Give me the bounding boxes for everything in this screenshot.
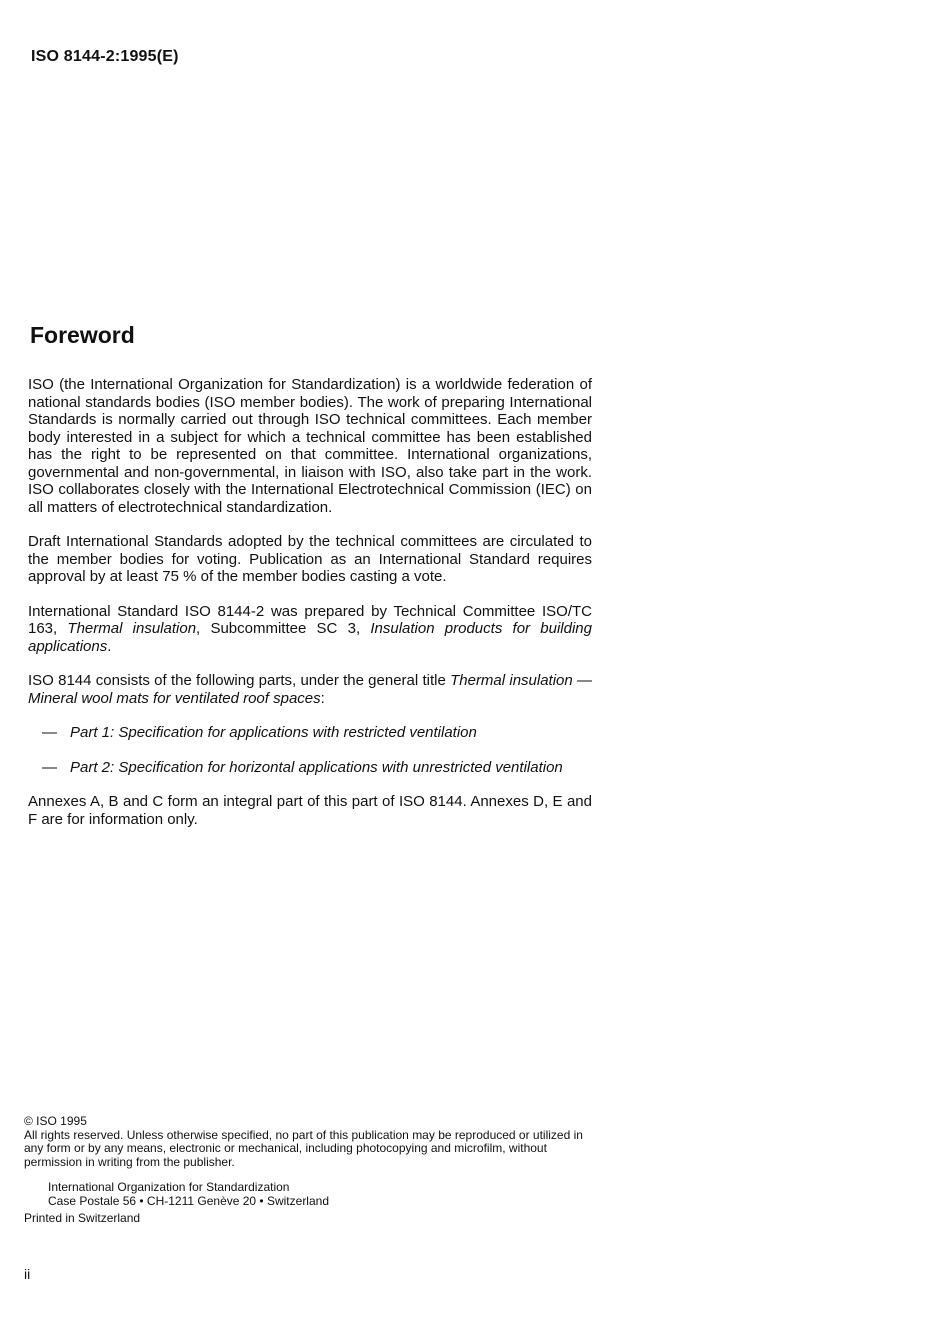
paragraph-draft-standards: Draft International Standards adopted by the technical committees are circulated to the member bodies for voting. Publication as an International Standard requires approval by at least 75 % of the member bodies casting a vote.: [28, 533, 592, 585]
page-number: ii: [24, 1266, 31, 1282]
paragraph-prepared-by: [28, 603, 592, 656]
subcommittee-title: Insulation products for building applications: [28, 620, 592, 655]
printed-in: Printed in Switzerland: [24, 1210, 141, 1225]
paragraph-iso-intro: ISO (the International Organization for Standardization) is a worldwide federation of national standards bodies (ISO member bodies). The work of preparing International Standards is normally carried out through ISO technical committees. Each member body interested in a subject for which a technical committee has been established has the right to be represented on that committee. International organizations, governmental and non-governmental, in liaison with ISO, also take part in the work. ISO collaborates closely with the International Electrotechnical Commission (IEC) on all matters of electrotechnical standardization.: [28, 376, 592, 516]
dash-marker: —: [42, 724, 57, 741]
text-segment: ISO 8144 consists of the following parts, under the general title: [28, 672, 451, 689]
page-title: Foreword: [30, 322, 135, 348]
list-item-part-2: [28, 759, 592, 777]
committee-title: Thermal insulation: [67, 620, 197, 637]
copyright-line: © ISO 1995: [24, 1114, 87, 1128]
document-id: ISO 8144-2:1995(E): [31, 48, 179, 65]
list-item-part-1: [28, 724, 592, 742]
part-2-label: Part 2: Specification for horizontal applications with unrestricted ventilation: [70, 758, 563, 776]
copyright-block: [24, 1115, 594, 1225]
paragraph-annexes: Annexes A, B and C form an integral part of this part of ISO 8144. Annexes D, E and F are for information only.: [28, 793, 592, 828]
text-segment: , Subcommittee SC 3,: [196, 620, 371, 637]
foreword-body: [28, 376, 592, 845]
paragraph-parts-intro: [28, 672, 592, 707]
dash-marker: —: [42, 758, 57, 776]
text-segment: International Standard ISO 8144-2 was prepared by Technical Committee ISO/TC 163,: [28, 602, 592, 637]
part-1-label: Part 1: Specification for applications with restricted ventilation: [70, 724, 477, 741]
text-segment: :: [320, 689, 325, 707]
publisher-name: International Organization for Standardization: [48, 1180, 290, 1195]
rights-notice: All rights reserved. Unless otherwise specified, no part of this publication may be reproduced or utilized in any form or by any means, electronic or mechanical, including photocopying and microfilm, without permission in writing from the publisher.: [24, 1127, 583, 1169]
publisher-address: [24, 1181, 594, 1208]
general-title: Thermal insulation — Mineral wool mats for ventilated roof spaces: [28, 672, 593, 707]
text-segment: .: [107, 637, 112, 655]
postal-address: Case Postale 56 • CH-1211 Genève 20 • Switzerland: [48, 1193, 329, 1208]
